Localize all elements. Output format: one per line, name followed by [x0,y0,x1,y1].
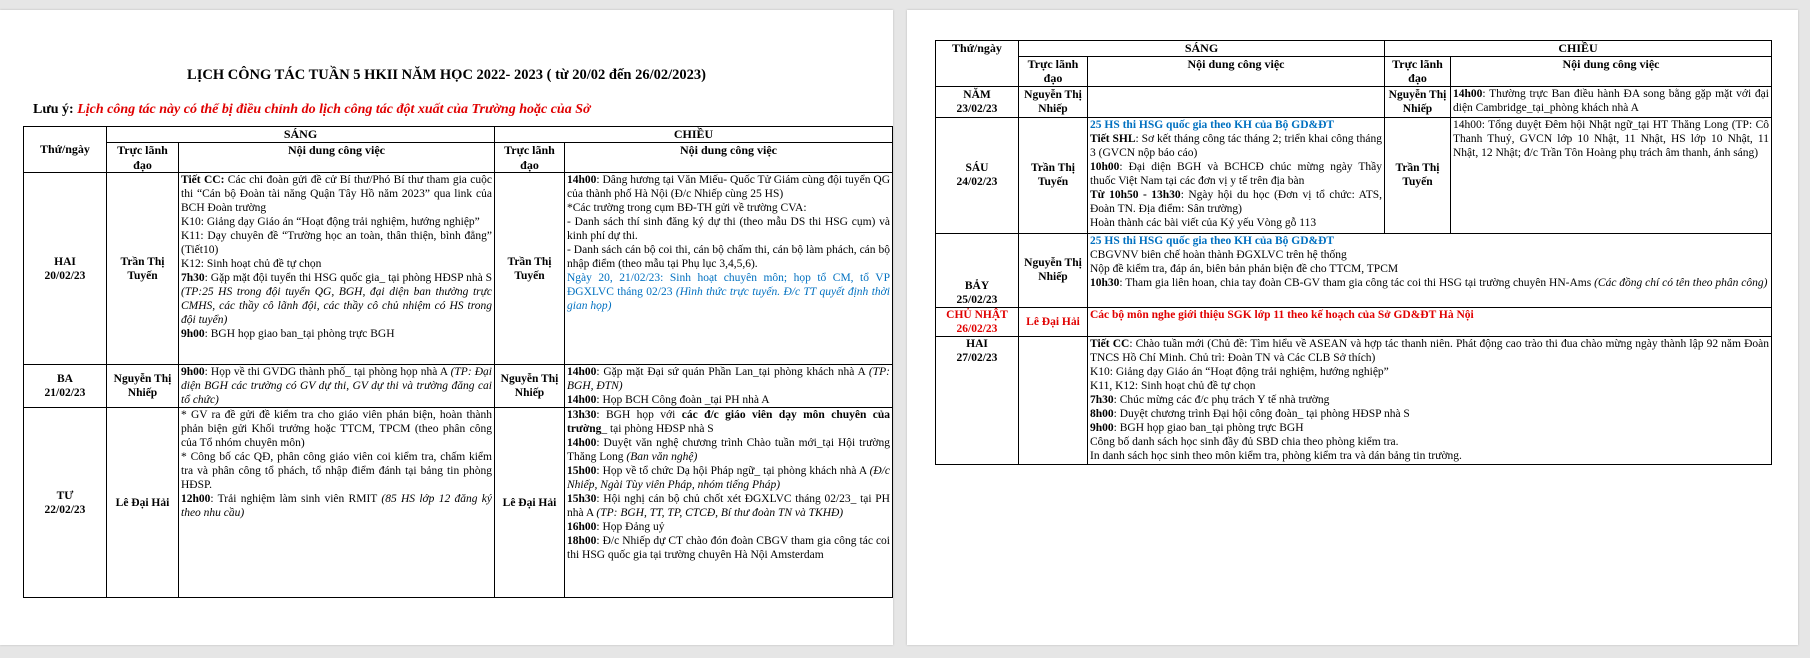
schedule-title: LỊCH CÔNG TÁC TUẦN 5 HKII NĂM HỌC 2022- 2023 ( từ 20/02 đến 26/02/2023) [187,67,706,83]
content-line: * GV ra đề gửi đề kiểm tra cho giáo viên phản biện, hoàn thành phản biện gửi Khối trưởng hoặc TTCM, TPCM (theo phân công của Tổ nhóm chuyên môn) [181,409,492,450]
content-line: Ngày 20, 21/02/23: Sinh hoạt chuyên môn; họp tổ CM, tổ VP ĐGXLVC tháng 02/23 (Hình thức trực tuyến. Đ/c TT quyết định thời gian họp) [567,272,890,313]
content-cell [179,365,495,408]
content-line: In danh sách học sinh theo môn kiểm tra, phòng kiểm tra và dán bảng tin trường. [1090,450,1462,463]
leader-cell: Trần Thị Tuyến [1385,117,1451,233]
content-line: K10: Giảng dạy Giáo án “Hoạt động trải nghiệm, hướng nghiệp” [181,216,480,229]
day-cell: HAI 27/02/23 [936,336,1019,464]
content-line: Tiết SHL: Sơ kết tháng công tác tháng 2; triển khai công tháng 3 (GVCN nộp báo cáo) [1090,132,1382,159]
note-text: Lịch công tác này có thể bị điều chỉnh do lịch công tác đột xuất của Trường hoặc của Sở [77,102,591,117]
content-cell [1451,86,1772,117]
leader-cell [1019,336,1088,464]
header-afternoon: CHIỀU [1385,41,1772,57]
header-morning: SÁNG [1019,41,1385,57]
content-line: 10h30: Tham gia liên hoan, chia tay đoàn CB-GV tham gia công tác coi thi HSG tại trường chuyên HN-Ams (Các đồng chí có tên theo phân công) [1090,276,1768,289]
header-content-pm: Nội dung công việc [1451,56,1772,86]
content-line: 9h00: Họp về thi GVDG thành phố_ tại phòng họp nhà A (TP: Đại diện BGH các trường có GV dự thi, GV dự thi và trường đăng cai tổ chức) [181,366,492,407]
header-morning: SÁNG [107,127,495,143]
content-line: 25 HS thi HSG quốc gia theo KH của Bộ GD&ĐT [1090,234,1335,247]
content-line: Nộp đề kiểm tra, đáp án, biên bản phản biện đề cho TTCM, TPCM [1090,262,1399,275]
content-line: 9h00: BGH họp giao ban_tại phòng trực BGH [1090,422,1304,434]
day-cell: BẢY 25/02/23 [936,233,1019,307]
content-cell [1451,117,1772,233]
content-line: Công bố danh sách học sinh đầy đủ SBD chia theo phòng kiểm tra. [1090,436,1399,449]
content-line: 25 HS thi HSG quốc gia theo KH của Bộ GD&ĐT [1090,118,1335,131]
content-line: 14h00: Thường trực Ban điều hành ĐA song bằng gặp mặt với đại diện Cambridge_tại_phòng khách nhà A [1453,87,1769,114]
day-cell: NĂM 23/02/23 [936,86,1019,117]
day-cell: BA 21/02/23 [24,365,107,408]
content-line: 14h00: Duyệt văn nghệ chương trình Chào tuần mới_tại Hội trường Thăng Long (Ban văn nghệ) [567,437,890,464]
content-line: 16h00: Họp Đảng uỷ [567,521,665,534]
content-line: 10h00: Đại diện BGH và BCHCĐ chúc mừng ngày Thầy thuốc Việt Nam tại các đơn vị y tế trên địa bàn [1090,160,1382,187]
leader-cell: Nguyễn Thị Nhiếp [495,365,565,408]
content-line: K11, K12: Sinh hoạt chủ đề tự chọn [1090,379,1256,392]
content-cell [565,173,893,365]
content-line: 18h00: Đ/c Nhiếp dự CT chào đón đoàn CBGV tham gia công tác coi thi HSG quốc gia tại trường chuyên Hà Nội Amsterdam [567,535,890,562]
note-label: Lưu ý: [33,102,74,117]
content-cell [1088,117,1385,233]
content-line: 14h00: Dâng hương tại Văn Miếu- Quốc Tử Giám cùng đội tuyển QG của thành phố Hà Nội (Đ/c Nhiếp cùng 25 HS) [567,174,890,201]
content-line: 13h30: BGH họp với các đ/c giáo viên dạy môn chuyên của trường_ tại phòng HĐSP nhà S [567,409,890,436]
content-cell [565,365,893,408]
day-cell: TƯ 22/02/23 [24,408,107,598]
content-line: - Danh sách cán bộ coi thi, cán bộ chấm thi, cán bộ làm phách, cán bộ nhập điểm (theo mẫu tại Phụ lục 3,4,5,6). [567,244,890,271]
leader-cell: Nguyễn Thị Nhiếp [1385,86,1451,117]
content-line: CBGVNV biên chế hoàn thành ĐGXLVC trên hệ thống [1090,248,1347,261]
header-day: Thứ/ngày [936,41,1019,87]
content-line: K10: Giảng dạy Giáo án “Hoạt động trải nghiệm, hướng nghiệp” [1090,365,1389,378]
leader-cell: Trần Thị Tuyến [495,173,565,365]
content-line: 7h30: Gặp mặt đội tuyển thi HSG quốc gia_ tại phòng HĐSP nhà S (TP:25 HS trong đội tuyển QG, BGH, đại diện ban thường trực CMHS, các thầy cô lãnh đội, các thầy cô chủ nhiệm có HS trong đội tuyển) [181,272,492,327]
content-line: 15h30: Hội nghị cán bộ chủ chốt xét ĐGXLVC tháng 02/23_ tại PH nhà A (TP: BGH, TT, TP, CTCĐ, Bí thư đoàn TN và TKHĐ) [567,493,890,520]
content-cell [179,408,495,598]
header-leader-pm: Trực lãnh đạo [495,143,565,173]
schedule-note [33,102,591,118]
content-cell: Các bộ môn nghe giới thiệu SGK lớp 11 theo kế hoạch của Sở GD&ĐT Hà Nội [1088,307,1772,336]
content-cell [1088,336,1772,464]
content-cell [1088,233,1772,307]
content-cell [565,408,893,598]
schedule-table-right [935,40,1772,465]
header-afternoon: CHIỀU [495,127,893,143]
content-line: 14h00: Tổng duyệt Đêm hội Nhật ngữ_tại HT Thăng Long (TP: Cô Thanh Thuỷ, GVCN lớp 10 Nhật, 11 Nhật, HS lớp 10 Nhật, 11 Nhật, 12 Nhật; đ/c Trần Tôn Hoàng phụ trách âm thanh, ánh sáng) [1453,118,1769,159]
header-content-pm: Nội dung công việc [565,143,893,173]
header-leader-pm: Trực lãnh đạo [1385,56,1451,86]
leader-cell: Trần Thị Tuyến [1019,117,1088,233]
header-content-am: Nội dung công việc [179,143,495,173]
day-cell: CHỦ NHẬT 26/02/23 [936,307,1019,336]
header-content-am: Nội dung công việc [1088,56,1385,86]
content-line: 15h00: Họp về tổ chức Dạ hội Pháp ngữ_ tại phòng khách nhà A (Đ/c Nhiếp, Ngài Tùy viên Pháp, nhóm tiếng Pháp) [567,465,890,492]
leader-cell: Lê Đại Hải [107,408,179,598]
content-line: Hoàn thành các bài viết của Kỷ yếu Vòng gỗ 113 [1090,216,1317,229]
leader-cell: Nguyễn Thị Nhiếp [107,365,179,408]
content-line: 8h00: Duyệt chương trình Đại hội công đoàn_ tại phòng HĐSP nhà S [1090,407,1410,420]
content-cell [179,173,495,365]
leader-cell: Nguyễn Thị Nhiếp [1019,233,1088,307]
content-cell [1088,86,1385,117]
header-leader-am: Trực lãnh đạo [107,143,179,173]
schedule-table-left [23,126,893,598]
header-leader-am: Trực lãnh đạo [1019,56,1088,86]
day-cell: HAI 20/02/23 [24,173,107,365]
content-line: Tiết CC: Các chi đoàn gửi đề cử Bí thư/Phó Bí thư tham gia cuộc thi “Cán bộ Đoàn tài năng Quận Tây Hồ năm 2023” qua link của BCH Đoàn trường [181,174,492,215]
content-line: *Các trường trong cụm BĐ-TH gửi về trường CVA: [567,202,807,215]
leader-cell: Trần Thị Tuyến [107,173,179,365]
content-line: 7h30: Chúc mừng các đ/c phụ trách Y tế nhà trường [1090,393,1330,406]
content-line: 12h00: Trải nghiệm làm sinh viên RMIT (85 HS lớp 12 đăng ký theo nhu cầu) [181,493,492,520]
content-line: K11: Dạy chuyên đề “Trường học an toàn, thân thiện, bình đẳng” (Tiết10) [181,230,492,257]
content-line: K12: Sinh hoạt chủ đề tự chọn [181,258,322,271]
content-line: * Công bố các QĐ, phân công giáo viên coi kiểm tra, chấm kiểm tra và phân công tổ phách, tổ nhập điểm đánh tại bảng tin phòng HĐSP. [181,451,492,492]
leader-cell: Nguyễn Thị Nhiếp [1019,86,1088,117]
leader-cell: Lê Đại Hải [495,408,565,598]
leader-cell: Lê Đại Hải [1019,307,1088,336]
content-line: 9h00: BGH họp giao ban_tại phòng trực BGH [181,328,395,341]
content-line: 14h00: Họp BCH Công đoàn _tại PH nhà A [567,394,770,407]
content-line: - Danh sách thí sinh đăng ký dự thi (theo mẫu DS thi HSG cụm) và kinh phí dự thi. [567,216,890,243]
content-line: Từ 10h50 - 13h30: Ngày hội du học (Đơn vị tổ chức: ATS, Đoàn TN. Địa điểm: Sân trường) [1090,188,1382,215]
day-cell: SÁU 24/02/23 [936,117,1019,233]
content-line: 14h00: Gặp mặt Đại sứ quán Phần Lan_tại phòng khách nhà A (TP: BGH, ĐTN) [567,366,890,393]
header-day: Thứ/ngày [24,127,107,173]
content-line: Tiết CC: Chào tuần mới (Chủ đề: Tìm hiểu về ASEAN và hợp tác thanh niên. Phát động cao trào thi đua chào mừng ngày thành lập 92 năm Đoàn TNCS Hồ Chí Minh. Chủ trì: Đoàn TN và Các CLB Sở thích) [1090,337,1769,364]
